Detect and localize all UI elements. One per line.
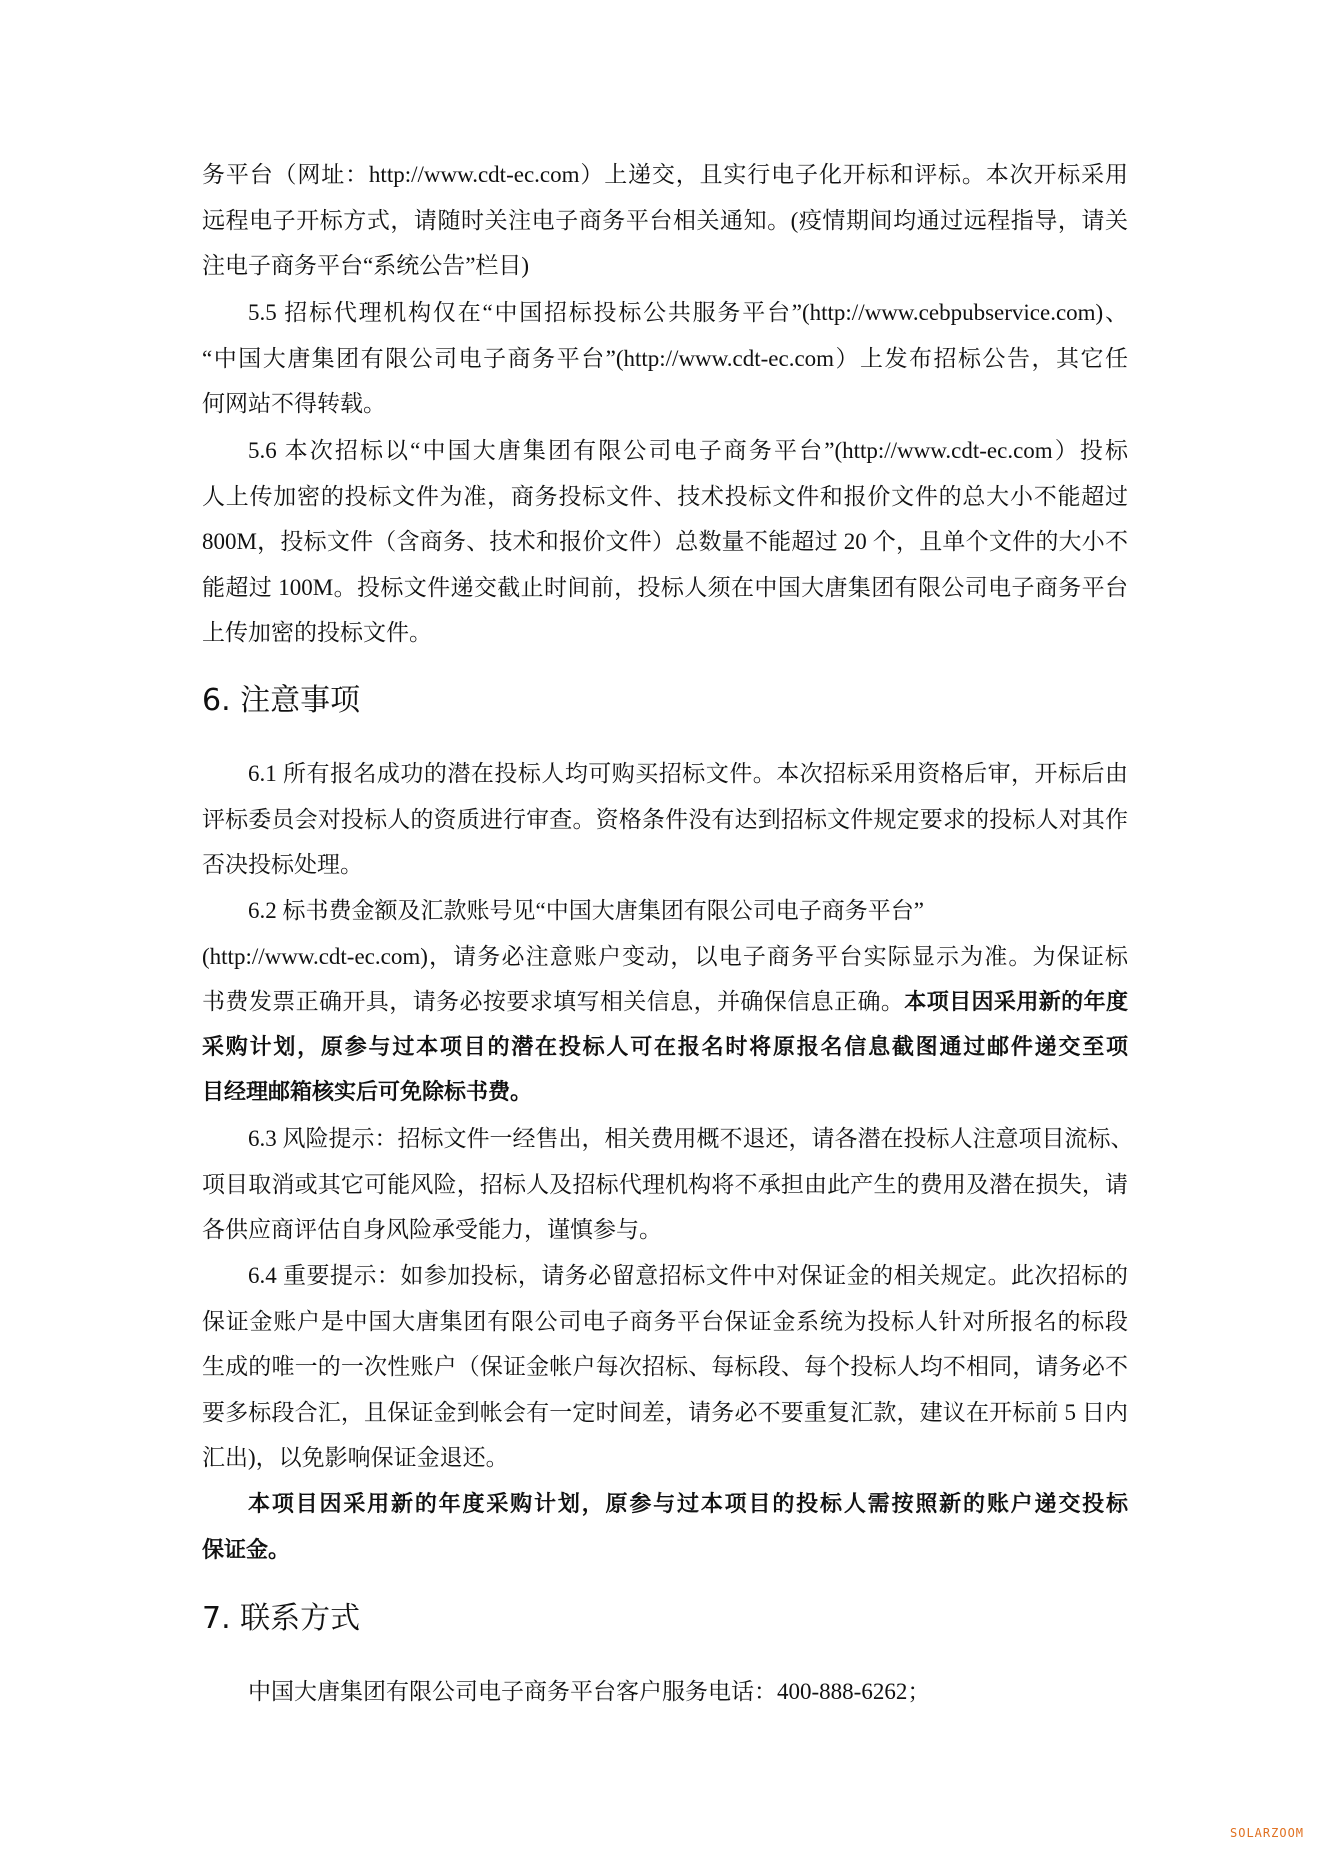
text-line: 注电子商务平台“系统公告”栏目) (202, 253, 530, 279)
text-line: 6.1 所有报名成功的潜在投标人均可购买招标文件。本次招标采用资格后审，开标后由 (248, 761, 1128, 786)
text-line: 生成的唯一的一次性账户（保证金帐户每次招标、每标段、每个投标人均不相同，请务必不 (202, 1354, 1128, 1380)
bold-text-line: 保证金。 (202, 1537, 291, 1563)
text-line: 评标委员会对投标人的资质进行审查。资格条件没有达到招标文件规定要求的投标人对其作 (202, 806, 1128, 832)
text-line: 上传加密的投标文件。 (202, 620, 432, 646)
text-line: 务平台（网址：http://www.cdt-ec.com）上递交，且实行电子化开标和评标。本次开标采用 (202, 162, 1128, 187)
paragraph-6-1 (202, 751, 1128, 888)
text-line: 6.3 风险提示：招标文件一经售出，相关费用概不退还，请各潜在投标人注意项目流标、 (248, 1126, 1134, 1151)
text-line: 人上传加密的投标文件为准，商务投标文件、技术投标文件和报价文件的总大小不能超过 (202, 483, 1128, 509)
text-line: 否决投标处理。 (202, 852, 363, 878)
text-run: 书费发票正确开具，请务必按要求填写相关信息，并确保信息正确。 (202, 989, 905, 1015)
bold-text-line: 采购计划，原参与过本项目的潜在投标人可在报名时将原报名信息截图通过邮件递交至项 (202, 1034, 1128, 1060)
paragraph-5-5 (202, 290, 1128, 427)
paragraph-6-4 (202, 1253, 1128, 1481)
bold-text: 本项目因采用新的年度 (904, 990, 1128, 1016)
text-line: 5.5 招标代理机构仅在“中国招标投标公共服务平台”(http://www.cebpubservice.com)、 (248, 300, 1128, 325)
text-line: 5.6 本次招标以“中国大唐集团有限公司电子商务平台”(http://www.cdt-ec.com）投标 (248, 438, 1128, 463)
paragraph-6-2 (202, 888, 1128, 1116)
text-line: 项目取消或其它可能风险，招标人及招标代理机构将不承担由此产生的费用及潜在损失，请 (202, 1171, 1128, 1197)
text-line: 何网站不得转载。 (202, 391, 386, 417)
contact-paragraph (202, 1669, 1128, 1715)
watermark: SOLARZOOM (1230, 1826, 1305, 1840)
contact-phone: 中国大唐集团有限公司电子商务平台客户服务电话：400-888-6262； (248, 1679, 931, 1704)
section-heading-6: 6. 注意事项 (202, 683, 361, 718)
text-line: 800M，投标文件（含商务、技术和报价文件）总数量不能超过 20 个，且单个文件的大小不 (202, 529, 1128, 555)
text-line: 6.4 重要提示：如参加投标，请务必留意招标文件中对保证金的相关规定。此次招标的 (248, 1263, 1128, 1288)
bold-text-line: 目经理邮箱核实后可免除标书费。 (202, 1080, 533, 1106)
text-line (202, 979, 1128, 1025)
paragraph-6-3 (202, 1116, 1134, 1253)
paragraph-5-6 (202, 428, 1128, 656)
text-line: 6.2 标书费金额及汇款账号见“中国大唐集团有限公司电子商务平台” (248, 898, 924, 923)
section-heading-7: 7. 联系方式 (202, 1601, 361, 1636)
text-line: 汇出)，以免影响保证金退还。 (202, 1445, 509, 1471)
text-line: 保证金账户是中国大唐集团有限公司电子商务平台保证金系统为投标人针对所报名的标段 (202, 1308, 1128, 1334)
paragraph-5-4-cont (202, 152, 1128, 289)
paragraph-bold-notice (202, 1482, 1128, 1573)
bold-text-line: 本项目因采用新的年度采购计划，原参与过本项目的投标人需按照新的账户递交投标 (248, 1492, 1128, 1517)
text-line: (http://www.cdt-ec.com)，请务必注意账户变动，以电子商务平台实际显示为准。为保证标 (202, 943, 1128, 969)
text-line: 要多标段合汇，且保证金到帐会有一定时间差，请务必不要重复汇款，建议在开标前 5 日内 (202, 1399, 1128, 1425)
text-line: 能超过 100M。投标文件递交截止时间前，投标人须在中国大唐集团有限公司电子商务平台 (202, 574, 1128, 600)
text-line: 远程电子开标方式，请随时关注电子商务平台相关通知。(疫情期间均通过远程指导，请关 (202, 207, 1128, 233)
text-line: 各供应商评估自身风险承受能力，谨慎参与。 (202, 1217, 662, 1243)
text-line: “中国大唐集团有限公司电子商务平台”(http://www.cdt-ec.com）上发布招标公告，其它任 (202, 345, 1128, 371)
